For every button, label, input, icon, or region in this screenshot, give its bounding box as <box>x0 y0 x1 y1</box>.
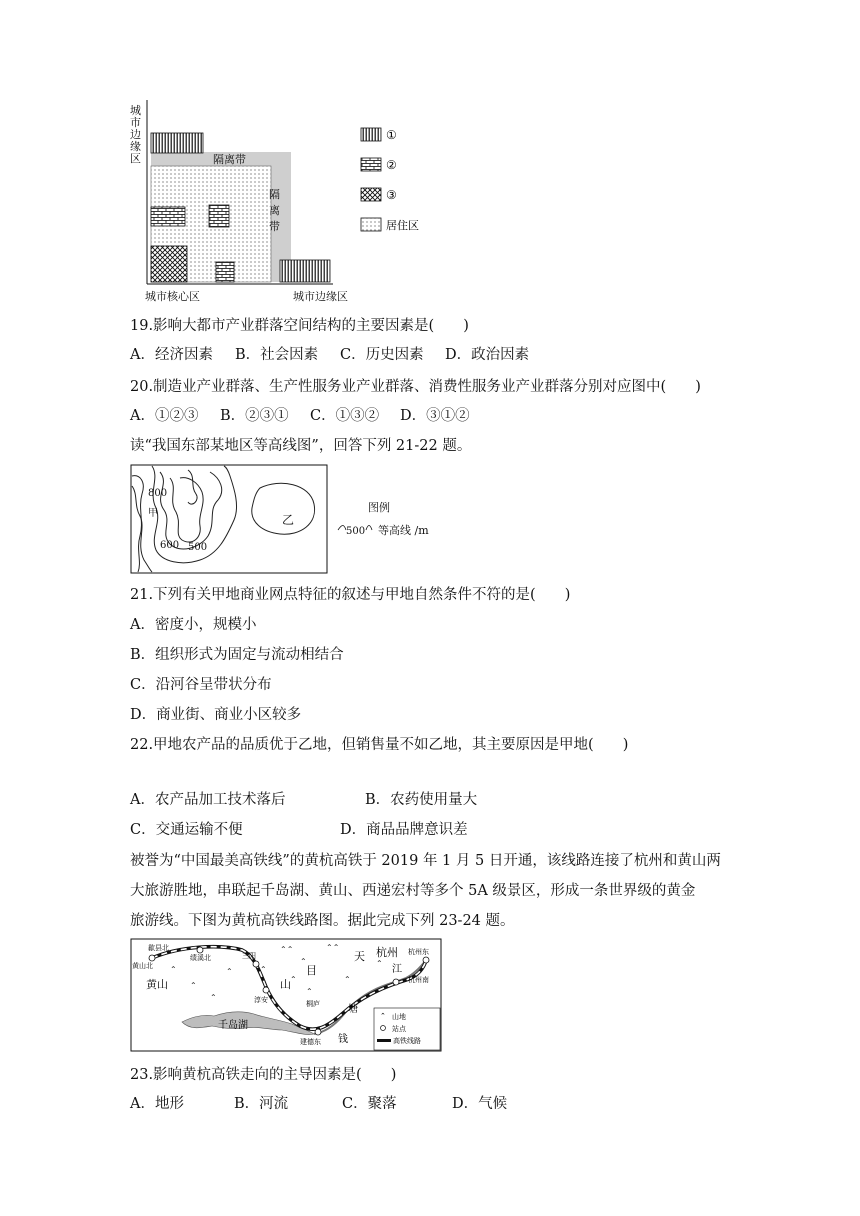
q22-option-b: B．农药使用量大 <box>365 792 478 808</box>
legend-label-3: ③ <box>386 188 397 202</box>
q23-option-a: A．地形 <box>130 1096 184 1112</box>
station-jiande-east: 建德东 <box>300 1038 321 1046</box>
place-huangshan: 黄山 <box>146 978 168 991</box>
q20-option-a: A．①②③ <box>130 408 199 424</box>
q23-option-c: C．聚落 <box>342 1096 397 1112</box>
x-end-label: 城市边缘区 <box>293 290 348 303</box>
place-mu: 目 <box>306 964 317 977</box>
x-origin-label: 城市核心区 <box>145 290 200 303</box>
place-hangzhou: 杭州 <box>376 946 398 959</box>
q23-option-d: D．气候 <box>452 1096 508 1112</box>
q19-option-c: C．历史因素 <box>340 347 424 363</box>
station-huangshan-north: 黄山北 <box>132 962 153 970</box>
svg-text:⌃: ⌃ <box>170 965 177 974</box>
passage-line-3: 旅游线。下图为黄杭高铁线路图。据此完成下列 23-24 题。 <box>130 913 515 929</box>
station-shexian-north: 歙县北 <box>148 944 169 952</box>
legend-contour-label: 等高线 /m <box>378 524 429 537</box>
q21-stem: 21.下列有关甲地商业网点特征的叙述与甲地自然条件不符的是( ) <box>130 587 571 603</box>
station-tonglu: 桐庐 <box>306 1000 320 1008</box>
svg-text:⌃: ⌃ <box>300 957 307 966</box>
station-sanyang: 三阳 <box>242 952 256 960</box>
station-chunan: 淳安 <box>254 996 268 1004</box>
q22-option-c: C．交通运输不便 <box>130 822 243 838</box>
contour-800-label: 800 <box>148 488 168 499</box>
cluster-2-block <box>151 207 185 226</box>
svg-text:⌃⌃: ⌃⌃ <box>326 943 340 952</box>
svg-text:⌃: ⌃ <box>190 981 197 990</box>
q20-stem: 20.制造业产业群落、生产性服务业产业群落、消费性服务业产业群落分别对应图中( ) <box>130 379 701 395</box>
railway-route-map <box>130 938 442 1052</box>
place-shan: 山 <box>280 978 291 991</box>
place-tian: 天 <box>354 950 365 963</box>
contour-map <box>130 464 440 576</box>
q21-option-a: A．密度小，规模小 <box>130 617 257 633</box>
q20-option-c: C．①③② <box>310 408 380 424</box>
svg-text:⌃: ⌃ <box>226 967 233 976</box>
q22-option-d: D．商品品牌意识差 <box>340 822 468 838</box>
svg-text:⌃⌃: ⌃⌃ <box>280 945 294 954</box>
place-qian: 钱 <box>338 1034 348 1045</box>
industry-cluster-diagram <box>125 100 445 310</box>
place-jiang: 江 <box>392 964 402 975</box>
place-tang: 塘 <box>348 1004 358 1015</box>
q21-option-d: D．商业街、商业小区较多 <box>130 707 302 723</box>
svg-text:⌃: ⌃ <box>376 959 383 968</box>
q19-option-b: B．社会因素 <box>235 347 319 363</box>
q21-option-b: B．组织形式为固定与流动相结合 <box>130 647 344 663</box>
legend-station: 站点 <box>392 1025 406 1033</box>
buffer-label-right: 隔离带 <box>269 188 280 233</box>
legend-title: 图例 <box>368 501 390 514</box>
q19-stem: 19.影响大都市产业群落空间结构的主要因素是( ) <box>130 318 469 334</box>
cluster-1-block <box>151 133 203 153</box>
svg-text:⌃: ⌃ <box>344 975 351 984</box>
q19-option-d: D．政治因素 <box>445 347 530 363</box>
q23-option-b: B．河流 <box>234 1096 289 1112</box>
yi-label: 乙 <box>282 513 295 527</box>
svg-text:⌃: ⌃ <box>290 975 297 984</box>
jia-label: 甲 <box>148 508 158 519</box>
svg-text:⌃: ⌃ <box>260 965 267 974</box>
cluster-1-block <box>280 260 330 282</box>
passage-line-1: 被誉为“中国最美高铁线”的黄杭高铁于 2019 年 1 月 5 日开通，该线路连接了杭州和黄山两 <box>130 853 721 869</box>
passage-line-2: 大旅游胜地，串联起千岛湖、黄山、西递宏村等多个 5A 级景区，形成一条世界级的黄金 <box>130 883 696 899</box>
station-hangzhou-south: 杭州南 <box>408 976 429 984</box>
legend-label-2: ② <box>386 158 397 172</box>
legend-sample: 500 <box>346 526 366 537</box>
svg-text:⌃: ⌃ <box>210 993 217 1002</box>
legend-label-residential: 居住区 <box>386 219 419 232</box>
legend-railway: 高铁线路 <box>393 1037 421 1045</box>
station-jixi-north: 绩溪北 <box>190 954 211 962</box>
svg-text:⌃: ⌃ <box>380 1012 386 1020</box>
cluster-2-block <box>216 262 234 282</box>
svg-text:⌃: ⌃ <box>306 987 313 996</box>
cluster-2-block <box>209 205 229 227</box>
buffer-label-top: 隔离带 <box>213 153 246 166</box>
cluster-3-block <box>151 246 187 282</box>
legend-mountain: 山地 <box>392 1013 406 1021</box>
q22-option-a: A．农产品加工技术落后 <box>130 792 286 808</box>
q22-stem: 22.甲地农产品的品质优于乙地，但销售量不如乙地，其主要原因是甲地( ) <box>130 737 629 753</box>
y-axis-label: 城市边缘区 <box>130 104 141 165</box>
legend-label-1: ① <box>386 128 397 142</box>
q23-stem: 23.影响黄杭高铁走向的主导因素是( ) <box>130 1067 397 1083</box>
q21-option-c: C．沿河谷呈带状分布 <box>130 677 272 693</box>
q20-option-d: D．③①② <box>400 408 470 424</box>
contour-500-label: 500 <box>188 542 208 553</box>
intro-21-22: 读“我国东部某地区等高线图”，回答下列 21-22 题。 <box>130 438 472 454</box>
station-hangzhou-east: 杭州东 <box>408 948 429 956</box>
q20-option-b: B．②③① <box>220 408 289 424</box>
contour-600-label: 600 <box>160 540 180 551</box>
place-qiandaohu: 千岛湖 <box>218 1020 248 1031</box>
q19-option-a: A．经济因素 <box>130 347 213 363</box>
